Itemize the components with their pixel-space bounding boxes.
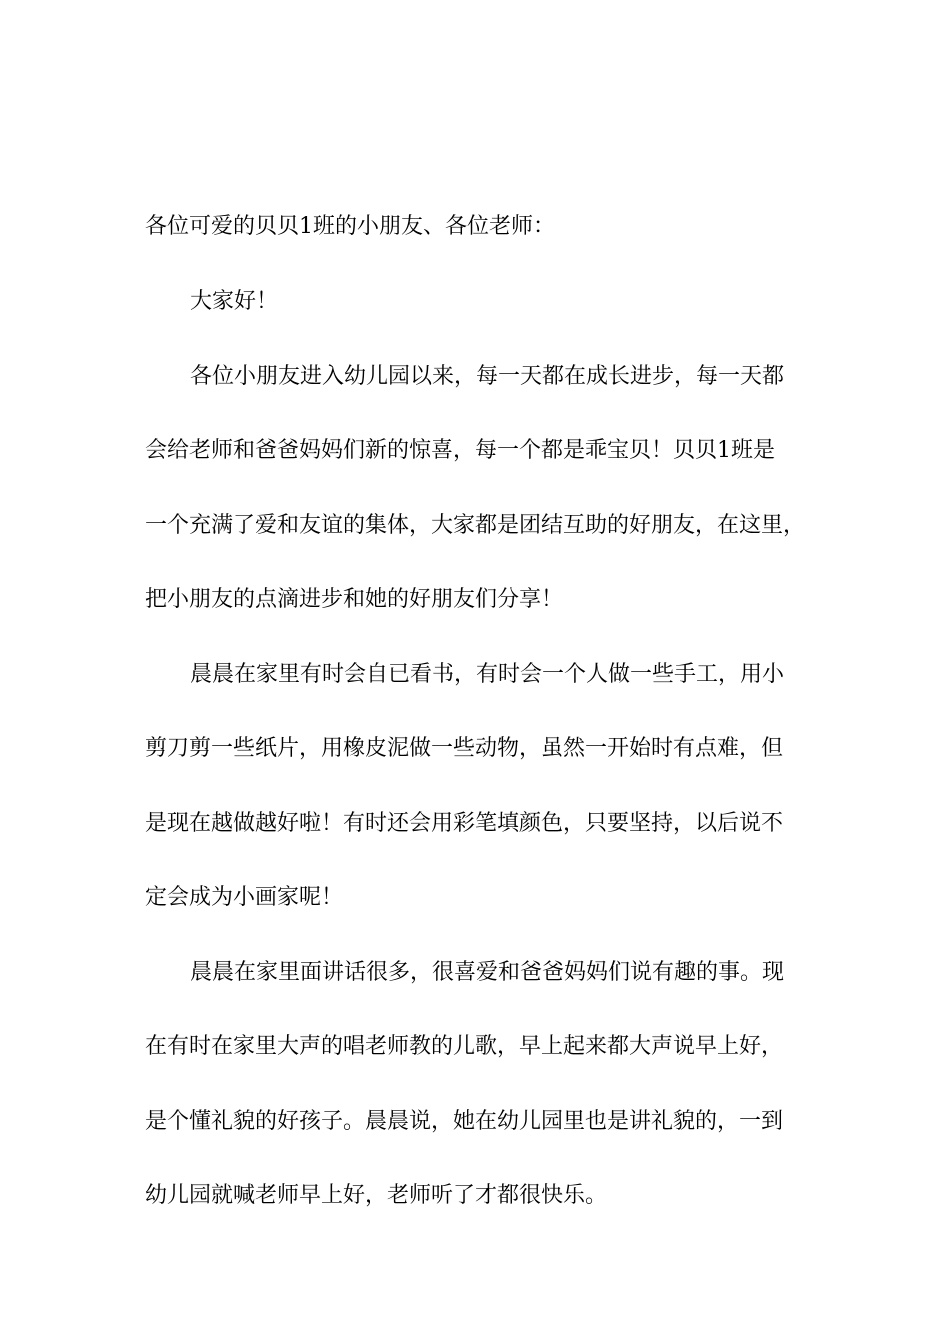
paragraph-1-line-4: 把小朋友的点滴进步和她的好朋友们分享！	[145, 587, 564, 612]
paragraph-3-line-2: 在有时在家里大声的唱老师教的儿歌，早上起来都大声说早上好，	[145, 1034, 784, 1059]
paragraph-2-line-4: 定会成为小画家呢！	[145, 885, 344, 910]
paragraph-2-line-2: 剪刀剪一些纸片，用橡皮泥做一些动物，虽然一开始时有点难，但	[145, 736, 784, 761]
paragraph-1-line-2: 会给老师和爸爸妈妈们新的惊喜，每一个都是乖宝贝！贝贝1班是	[145, 438, 775, 463]
paragraph-3-line-3: 是个懂礼貌的好孩子。晨晨说，她在幼儿园里也是讲礼貌的，一到	[145, 1109, 784, 1134]
paragraph-3-line-1: 晨晨在家里面讲话很多，很喜爱和爸爸妈妈们说有趣的事。现	[190, 960, 785, 985]
salutation-line: 各位可爱的贝贝1班的小朋友、各位老师：	[145, 214, 555, 239]
paragraph-2-line-3: 是现在越做越好啦！有时还会用彩笔填颜色，只要坚持，以后说不	[145, 811, 784, 836]
paragraph-3-line-4: 幼儿园就喊老师早上好，老师听了才都很快乐。	[145, 1183, 608, 1208]
paragraph-1-line-1: 各位小朋友进入幼儿园以来，每一天都在成长进步，每一天都	[190, 364, 785, 389]
greeting-line: 大家好！	[190, 289, 279, 314]
paragraph-1-line-3: 一个充满了爱和友谊的集体，大家都是团结互助的好朋友，在这里，	[145, 513, 806, 538]
paragraph-2-line-1: 晨晨在家里有时会自已看书，有时会一个人做一些手工，用小	[190, 662, 785, 687]
